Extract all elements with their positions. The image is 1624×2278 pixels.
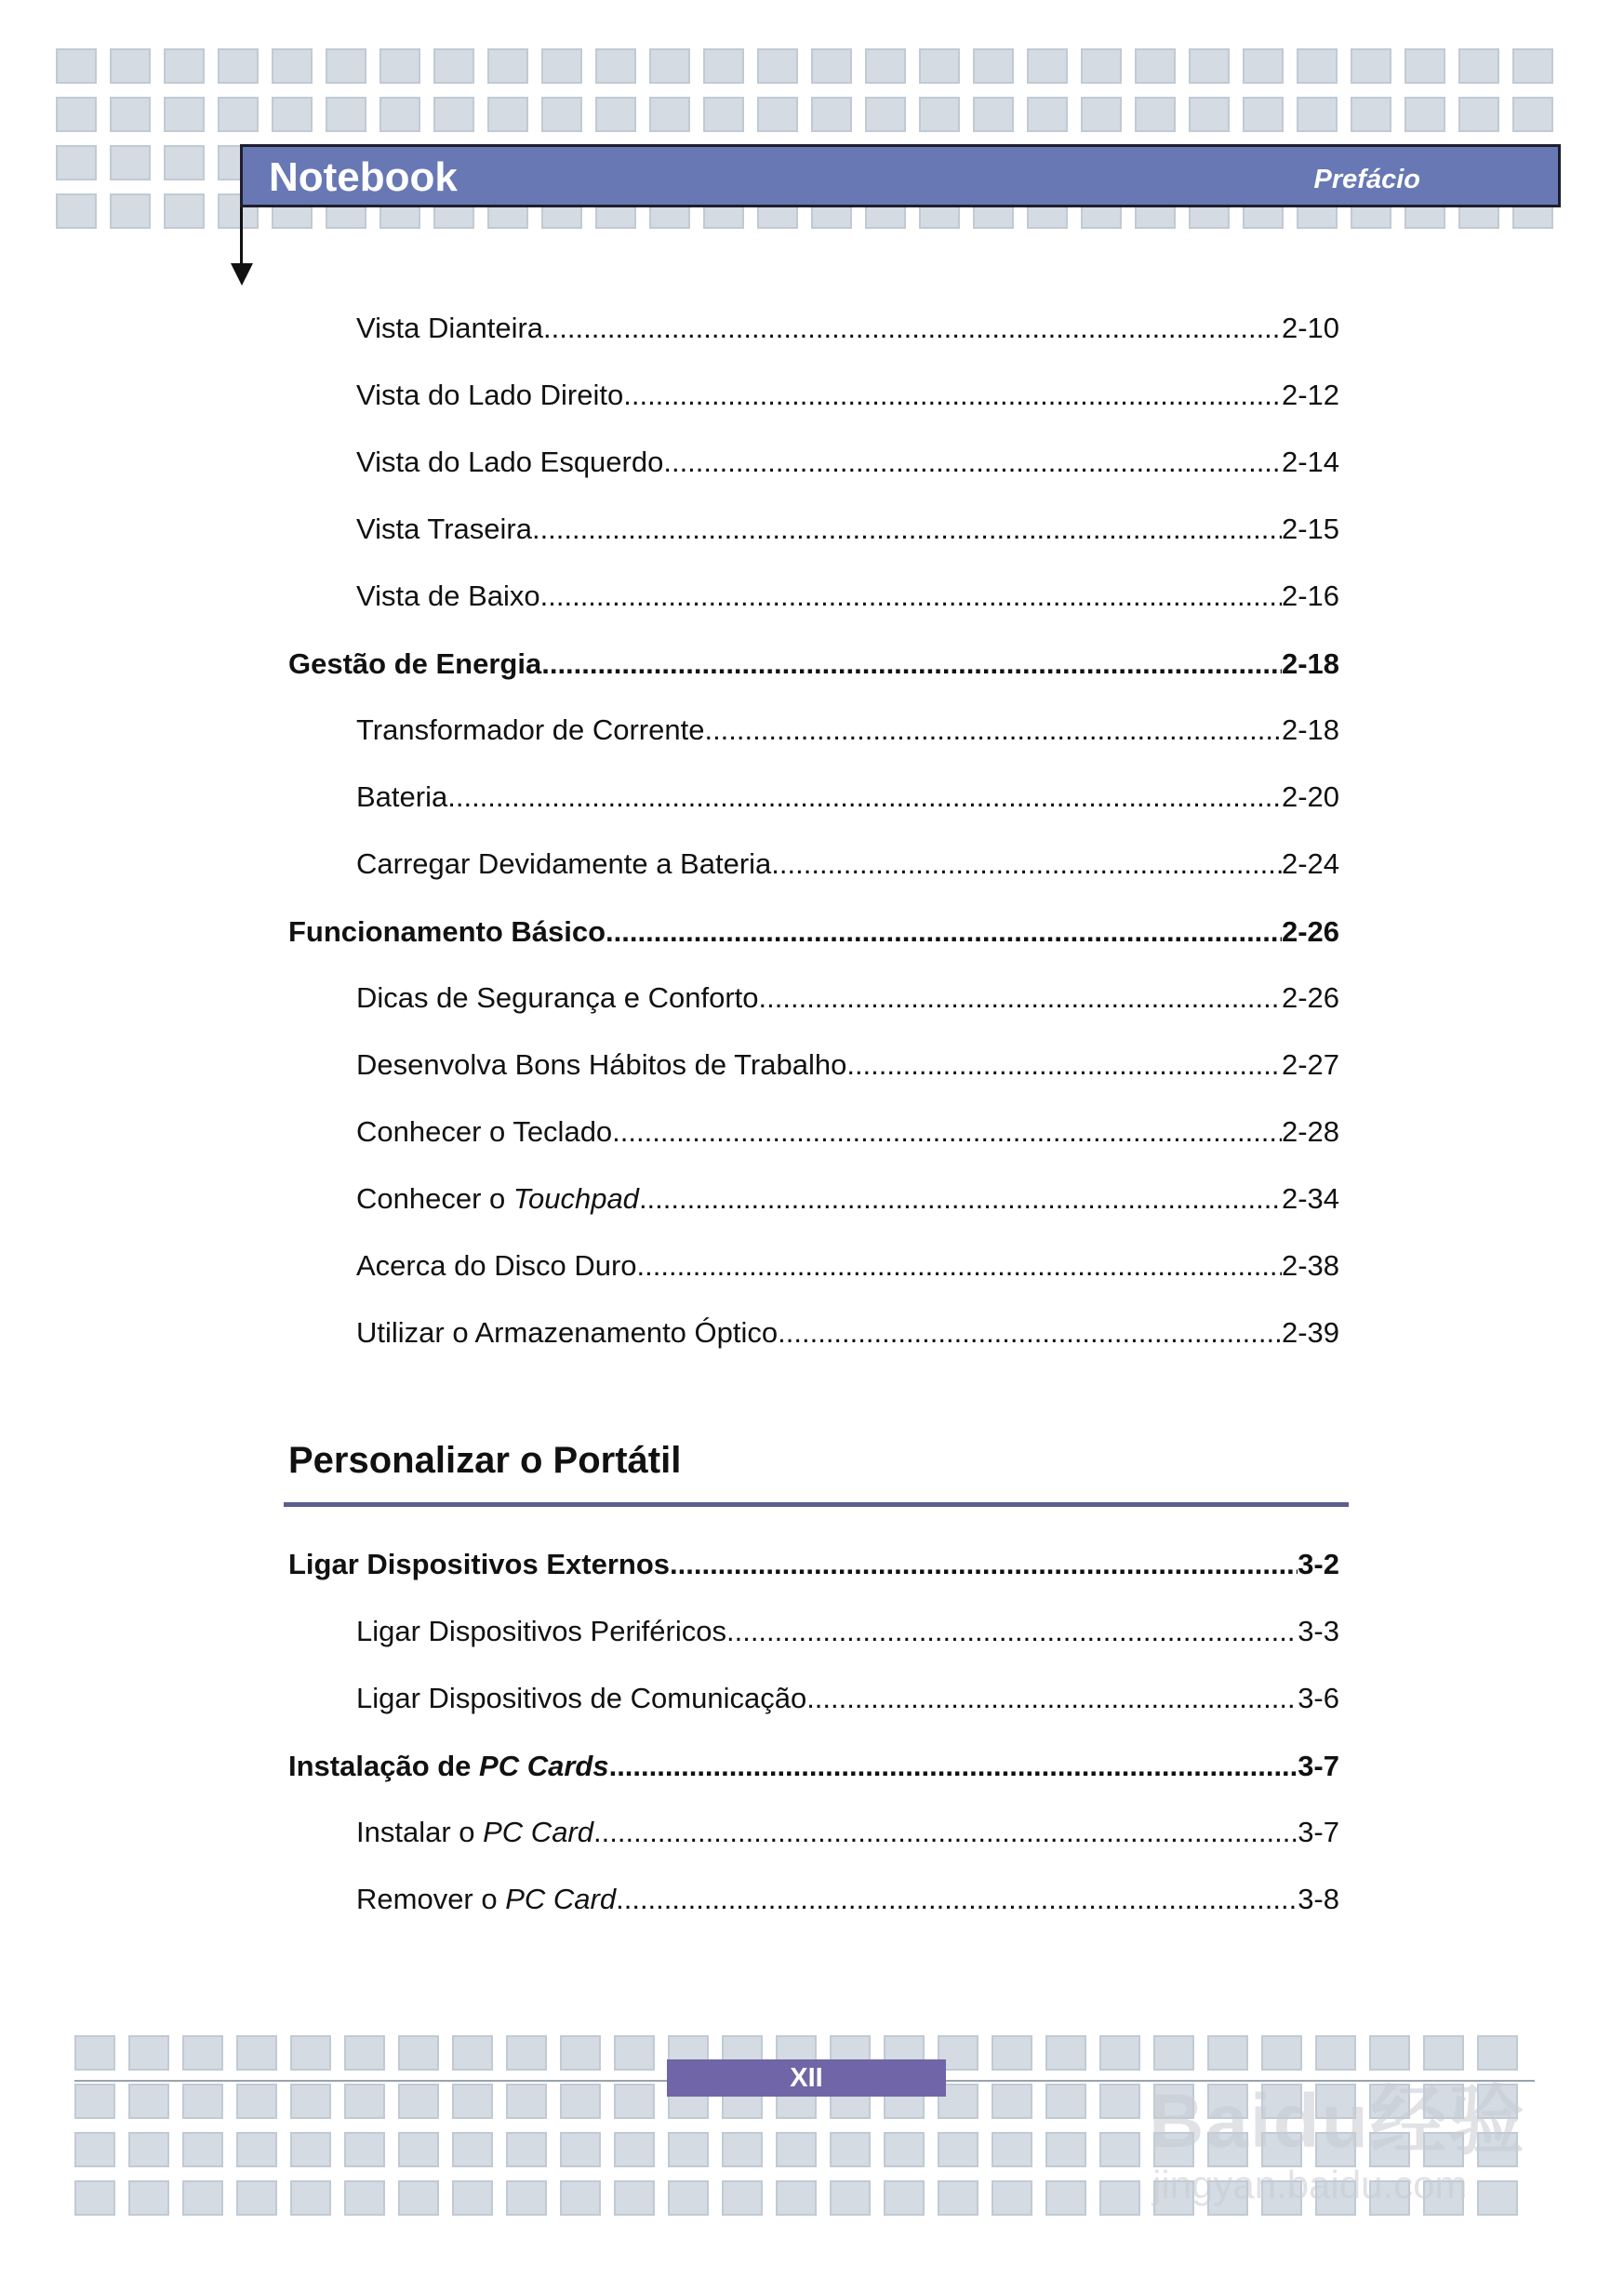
toc-entry-title: Bateria	[356, 780, 448, 813]
decorative-tile	[703, 48, 744, 84]
decorative-tile	[110, 97, 151, 132]
toc-entry-title: Vista Traseira	[356, 513, 532, 545]
toc-entry-title: Ligar Dispositivos de Comunicação	[356, 1682, 807, 1714]
toc-entry[interactable]	[356, 846, 1339, 883]
decorative-tile	[541, 97, 582, 132]
toc-entry[interactable]	[356, 1314, 1339, 1352]
decorative-tile	[938, 2180, 978, 2216]
toc-entry-title: Utilizar o Armazenamento Óptico	[356, 1316, 779, 1349]
decorative-tile	[290, 2132, 331, 2167]
toc-entry-page: 2-18	[1281, 647, 1339, 680]
toc-entry[interactable]	[356, 1613, 1339, 1650]
decorative-tile	[884, 2132, 925, 2167]
decorative-tile	[830, 2180, 871, 2216]
toc-entry-title: Vista do Lado Direito	[356, 379, 624, 411]
decorative-tile	[776, 2132, 817, 2167]
decorative-tile	[128, 2132, 169, 2167]
decorative-tile	[560, 2035, 601, 2071]
decorative-tile	[703, 97, 744, 132]
decorative-tile	[1027, 97, 1068, 132]
decorative-tile	[218, 48, 259, 84]
decorative-tile	[811, 97, 852, 132]
toc-entry[interactable]	[356, 1247, 1339, 1285]
decorative-tile	[128, 2035, 169, 2071]
decorative-tile	[1189, 97, 1230, 132]
decorative-tile	[398, 2035, 439, 2071]
toc-entry[interactable]	[356, 779, 1339, 816]
toc-entry-page: 3-7	[1298, 1750, 1339, 1782]
decorative-tile	[1135, 97, 1176, 132]
decorative-tile	[1458, 48, 1499, 84]
toc-entry-title: Vista do Lado Esquerdo	[356, 446, 664, 478]
decorative-tile	[74, 2132, 115, 2167]
decorative-tile	[1045, 2035, 1086, 2071]
watermark	[1149, 2023, 1558, 2218]
decorative-tile	[182, 2035, 223, 2071]
decorative-tile	[506, 2084, 547, 2119]
toc-entry-page: 2-39	[1281, 1316, 1339, 1349]
decorative-tile	[128, 2084, 169, 2119]
decorative-tile	[487, 48, 528, 84]
decorative-tile	[182, 2132, 223, 2167]
decorative-tile	[236, 2035, 277, 2071]
decorative-tile	[326, 48, 366, 84]
toc-entry[interactable]	[356, 511, 1339, 548]
decorative-tile	[110, 193, 151, 229]
decorative-tile	[110, 145, 151, 180]
decorative-tile	[722, 2180, 763, 2216]
decorative-tile	[56, 48, 97, 84]
decorative-tile	[1404, 97, 1445, 132]
decorative-tile	[398, 2084, 439, 2119]
decorative-tile	[326, 97, 366, 132]
decorative-tile	[1243, 48, 1284, 84]
toc-entry-page: 3-2	[1298, 1548, 1339, 1580]
arrow-down-icon	[240, 207, 243, 265]
header-title: Notebook	[269, 154, 458, 200]
decorative-tile	[56, 97, 97, 132]
decorative-tile	[236, 2180, 277, 2216]
decorative-tile	[398, 2132, 439, 2167]
decorative-tile	[506, 2035, 547, 2071]
toc-entry[interactable]	[356, 1046, 1339, 1084]
decorative-tile	[1099, 2035, 1140, 2071]
toc-entry-title: Conhecer o Touchpad	[356, 1182, 639, 1215]
decorative-tile	[614, 2035, 655, 2071]
decorative-tile	[1027, 48, 1068, 84]
page-header-bar	[240, 144, 1561, 207]
decorative-tile	[290, 2180, 331, 2216]
decorative-tile	[992, 2180, 1032, 2216]
decorative-tile	[560, 2132, 601, 2167]
decorative-tile	[452, 2180, 493, 2216]
section-divider	[284, 1502, 1349, 1507]
toc-entry-page: 3-3	[1298, 1615, 1339, 1647]
decorative-tile	[1404, 48, 1445, 84]
toc-entry-title: Gestão de Energia	[288, 647, 542, 680]
toc-entry-page: 2-10	[1281, 312, 1339, 344]
toc-entry-page: 3-6	[1298, 1682, 1339, 1714]
decorative-tile	[182, 2180, 223, 2216]
toc-entry[interactable]	[356, 377, 1339, 414]
toc-entry[interactable]	[356, 712, 1339, 749]
decorative-tile	[74, 2180, 115, 2216]
decorative-tile	[1099, 2132, 1140, 2167]
decorative-tile	[614, 2132, 655, 2167]
decorative-tile	[344, 2180, 385, 2216]
header-section-label: Prefácio	[1313, 165, 1420, 194]
decorative-tile	[506, 2180, 547, 2216]
decorative-tile	[164, 145, 205, 180]
decorative-tile	[1045, 2084, 1086, 2119]
arrow-head-icon	[231, 263, 253, 286]
decorative-tile	[668, 2180, 709, 2216]
decorative-tile	[649, 97, 690, 132]
toc-entry-title: Carregar Devidamente a Bateria	[356, 847, 772, 880]
toc-entry-page: 3-8	[1298, 1883, 1339, 1915]
toc-entry-title: Ligar Dispositivos Externos	[288, 1548, 670, 1580]
toc-entry-page: 2-18	[1281, 713, 1339, 746]
toc-entry-page: 2-27	[1281, 1048, 1339, 1081]
decorative-tile	[992, 2035, 1032, 2071]
toc-entry[interactable]	[356, 578, 1339, 615]
decorative-tile	[973, 48, 1014, 84]
decorative-tile	[290, 2035, 331, 2071]
decorative-tile	[164, 97, 205, 132]
decorative-tile	[1099, 2180, 1140, 2216]
decorative-tile	[128, 2180, 169, 2216]
decorative-tile	[452, 2084, 493, 2119]
decorative-tile	[938, 2132, 978, 2167]
toc-entry-page: 2-16	[1281, 579, 1339, 612]
decorative-tile	[1243, 97, 1284, 132]
toc-entry-page: 2-38	[1281, 1249, 1339, 1282]
decorative-tile	[236, 2132, 277, 2167]
section-heading: Personalizar o Portátil	[288, 1440, 682, 1481]
page-number-badge: XII	[667, 2059, 946, 2097]
decorative-tile	[74, 2035, 115, 2071]
decorative-tile	[865, 97, 906, 132]
decorative-tile	[560, 2180, 601, 2216]
toc-entry-page: 2-20	[1281, 780, 1339, 813]
toc-entry[interactable]	[356, 979, 1339, 1017]
toc-entry-page: 2-26	[1281, 981, 1339, 1014]
decorative-tile	[56, 145, 97, 180]
decorative-tile	[379, 97, 420, 132]
decorative-tile	[164, 193, 205, 229]
toc-entry[interactable]	[356, 1113, 1339, 1151]
decorative-tile	[290, 2084, 331, 2119]
toc-entry[interactable]	[356, 1180, 1339, 1218]
decorative-tile	[164, 48, 205, 84]
toc-entry-page: 2-24	[1281, 847, 1339, 880]
toc-entry[interactable]	[356, 310, 1339, 347]
decorative-tile	[433, 48, 474, 84]
toc-entry-title: Vista de Baixo	[356, 579, 540, 612]
toc-entry-title: Transformador de Corrente	[356, 713, 705, 746]
toc-entry[interactable]	[356, 1814, 1339, 1851]
decorative-tile	[992, 2132, 1032, 2167]
decorative-tile	[272, 97, 313, 132]
decorative-tile	[1351, 97, 1391, 132]
decorative-tile	[757, 48, 798, 84]
decorative-tile	[722, 2132, 763, 2167]
decorative-tile	[811, 48, 852, 84]
decorative-tile	[452, 2132, 493, 2167]
decorative-tile	[379, 48, 420, 84]
decorative-tile	[830, 2132, 871, 2167]
toc-entry-page: 2-14	[1281, 446, 1339, 478]
decorative-tile	[560, 2084, 601, 2119]
decorative-tile	[614, 2180, 655, 2216]
decorative-tile	[884, 2180, 925, 2216]
toc-entry-page: 2-15	[1281, 513, 1339, 545]
decorative-tile	[433, 97, 474, 132]
toc-entry-title: Vista Dianteira	[356, 312, 544, 344]
decorative-tile	[110, 48, 151, 84]
decorative-tile	[487, 97, 528, 132]
decorative-tile	[182, 2084, 223, 2119]
decorative-tile	[1512, 48, 1553, 84]
decorative-tile	[1189, 48, 1230, 84]
decorative-tile	[344, 2084, 385, 2119]
decorative-tile	[272, 48, 313, 84]
decorative-tile	[1045, 2180, 1086, 2216]
decorative-tile	[973, 97, 1014, 132]
toc-entry-title: Funcionamento Básico	[288, 915, 606, 948]
toc-entry-title: Conhecer o Teclado	[356, 1115, 613, 1148]
decorative-tile	[398, 2180, 439, 2216]
decorative-tile	[1297, 48, 1338, 84]
decorative-tile	[757, 97, 798, 132]
decorative-tile	[452, 2035, 493, 2071]
decorative-tile	[1351, 48, 1391, 84]
toc-chapter-entry[interactable]	[288, 646, 1339, 683]
toc-entry[interactable]	[356, 444, 1339, 481]
decorative-tile	[541, 48, 582, 84]
toc-entry-page: 2-12	[1281, 379, 1339, 411]
toc-entry-page: 3-7	[1298, 1816, 1339, 1848]
decorative-tile	[614, 2084, 655, 2119]
toc-entry-page: 2-26	[1281, 915, 1339, 948]
toc-chapter-entry[interactable]	[288, 913, 1339, 951]
toc-entry[interactable]	[356, 1881, 1339, 1918]
decorative-tile	[1099, 2084, 1140, 2119]
decorative-tile	[236, 2084, 277, 2119]
toc-entry-title: Acerca do Disco Duro	[356, 1249, 637, 1282]
decorative-tile	[74, 2084, 115, 2119]
toc-chapter-entry[interactable]	[288, 1748, 1339, 1785]
watermark-url: jingyan.baidu.com	[1152, 2163, 1468, 2206]
watermark-brand: Baidu经验	[1149, 2079, 1526, 2164]
decorative-tile	[56, 193, 97, 229]
toc-entry-title: Instalação de PC Cards	[288, 1750, 609, 1782]
toc-entry[interactable]	[356, 1680, 1339, 1717]
decorative-tile	[595, 48, 636, 84]
decorative-tile	[919, 97, 960, 132]
decorative-tile	[1458, 97, 1499, 132]
decorative-tile	[1081, 97, 1122, 132]
decorative-tile	[776, 2180, 817, 2216]
toc-entry-title: Dicas de Segurança e Conforto	[356, 981, 759, 1014]
decorative-tile	[865, 48, 906, 84]
decorative-tile	[668, 2132, 709, 2167]
decorative-tile	[1297, 97, 1338, 132]
toc-entry-title: Desenvolva Bons Hábitos de Trabalho	[356, 1048, 847, 1081]
toc-entry-title: Remover o PC Card	[356, 1883, 617, 1915]
toc-entry-page: 2-34	[1281, 1182, 1339, 1215]
decorative-tile	[1512, 97, 1553, 132]
decorative-tile	[218, 97, 259, 132]
toc-entry-title: Instalar o PC Card	[356, 1816, 593, 1848]
decorative-tile	[595, 97, 636, 132]
decorative-tile	[344, 2035, 385, 2071]
decorative-tile	[649, 48, 690, 84]
decorative-tile	[344, 2132, 385, 2167]
decorative-tile	[1081, 48, 1122, 84]
decorative-tile	[992, 2084, 1032, 2119]
decorative-tile	[1135, 48, 1176, 84]
decorative-tile	[919, 48, 960, 84]
decorative-tile	[1045, 2132, 1086, 2167]
toc-entry-page: 2-28	[1281, 1115, 1339, 1148]
toc-chapter-entry[interactable]	[288, 1546, 1339, 1583]
decorative-tile	[506, 2132, 547, 2167]
toc-entry-title: Ligar Dispositivos Periféricos	[356, 1615, 726, 1647]
